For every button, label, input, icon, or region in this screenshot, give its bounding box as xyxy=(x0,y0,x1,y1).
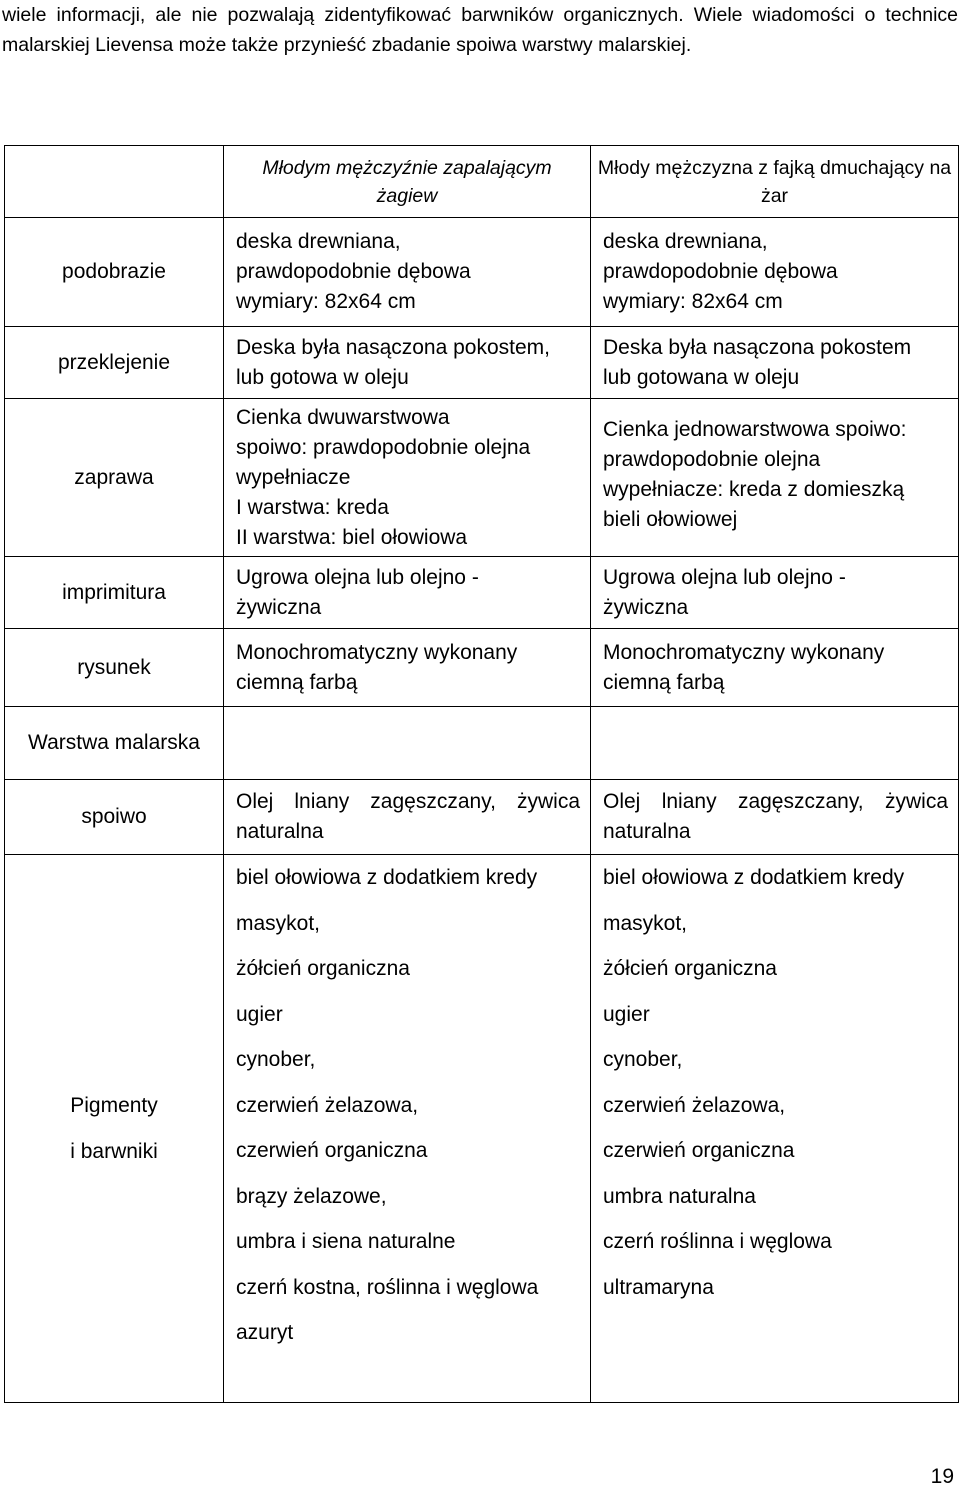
cell-text: Olej lniany zagęszczany, żywica naturalna xyxy=(236,790,580,843)
cell-line: wypełniacze xyxy=(236,465,351,489)
list-item: czerwień organiczna xyxy=(603,1139,795,1162)
list-item: brązy żelazowe, xyxy=(236,1184,387,1208)
cell-painting-1 xyxy=(224,780,591,855)
row-label: podobrazie xyxy=(5,218,224,327)
row-label: zaprawa xyxy=(5,399,224,557)
table-header-row xyxy=(5,146,959,218)
list-item: ultramaryna xyxy=(603,1275,714,1299)
list-item: czerwień żelazowa, xyxy=(603,1093,786,1117)
cell-painting-1 xyxy=(224,855,591,1403)
cell-painting-1-empty xyxy=(224,707,591,780)
cell-line: II warstwa: biel ołowiowa xyxy=(236,525,468,549)
cell-line: Deska była nasączona pokostem xyxy=(603,335,912,359)
list-item: cynober, xyxy=(603,1048,683,1071)
table-row-imprimitura xyxy=(5,557,959,629)
row-label: przeklejenie xyxy=(5,327,224,399)
cell-line: żywiczna xyxy=(236,595,322,619)
list-item: umbra i siena naturalne xyxy=(236,1230,456,1253)
table-row-pigmenty xyxy=(5,855,959,1403)
row-label: rysunek xyxy=(5,629,224,707)
row-label: imprimitura xyxy=(5,557,224,629)
header-painting-1: Młodym mężczyźnie zapalającym żagiew xyxy=(224,146,591,218)
cell-line: prawdopodobnie olejna xyxy=(603,448,821,471)
cell-line: ciemną farbą xyxy=(603,670,725,694)
cell-painting-1 xyxy=(224,557,591,629)
cell-line: spoiwo: prawdopodobnie olejna xyxy=(236,435,531,459)
list-item: żółcień organiczna xyxy=(236,957,410,980)
cell-line: Monochromatyczny wykonany xyxy=(236,640,518,664)
table-row-podobrazie xyxy=(5,218,959,327)
cell-painting-2 xyxy=(591,218,959,327)
list-item: ugier xyxy=(603,1002,650,1026)
row-label: spoiwo xyxy=(5,780,224,855)
cell-painting-2 xyxy=(591,855,959,1403)
table-row-zaprawa xyxy=(5,399,959,557)
cell-line: Deska była nasączona pokostem, xyxy=(236,335,551,359)
list-item: biel ołowiowa z dodatkiem kredy xyxy=(236,866,538,889)
cell-line: Monochromatyczny wykonany xyxy=(603,640,885,664)
intro-text: wiele informacji, ale nie pozwalają zidentyfikować barwników organicznych. Wiele wiadomości o technice malarskiej Lievensa może także przynieść zbadanie spoiwa warstwy malarskiej. xyxy=(2,4,958,56)
list-item: biel ołowiowa z dodatkiem kredy xyxy=(603,866,905,889)
list-item: cynober, xyxy=(236,1048,316,1071)
cell-line: wymiary: 82x64 cm xyxy=(236,290,416,313)
cell-line: lub gotowana w oleju xyxy=(603,365,800,389)
cell-line: I warstwa: kreda xyxy=(236,495,389,519)
list-item: umbra naturalna xyxy=(603,1184,756,1208)
row-label: Warstwa malarska xyxy=(5,707,224,780)
page-number: 19 xyxy=(930,1465,954,1488)
cell-line: prawdopodobnie dębowa xyxy=(603,260,838,283)
table-row-spoiwo xyxy=(5,780,959,855)
cell-line: Ugrowa olejna lub olejno - xyxy=(236,565,479,589)
cell-painting-2 xyxy=(591,629,959,707)
list-item: żółcień organiczna xyxy=(603,957,777,980)
table-row-warstwa-malarska xyxy=(5,707,959,780)
cell-line: żywiczna xyxy=(603,595,689,619)
list-item: czerwień żelazowa, xyxy=(236,1093,419,1117)
header-empty-cell xyxy=(5,146,224,218)
comparison-table xyxy=(4,145,959,1403)
cell-line: deska drewniana, xyxy=(603,230,768,253)
cell-line: Cienka jednowarstwowa spoiwo: xyxy=(603,418,907,441)
list-item: azuryt xyxy=(236,1321,294,1344)
row-label-line: i barwniki xyxy=(70,1139,158,1163)
cell-line: wypełniacze: kreda z domieszką xyxy=(603,478,905,501)
cell-painting-2 xyxy=(591,780,959,855)
list-item: masykot, xyxy=(603,911,688,935)
cell-painting-1 xyxy=(224,399,591,557)
list-item: czerń kostna, roślinna i węglowa xyxy=(236,1275,539,1299)
list-item: ugier xyxy=(236,1002,283,1026)
cell-text: Olej lniany zagęszczany, żywica naturalna xyxy=(603,790,948,843)
cell-line: deska drewniana, xyxy=(236,230,401,253)
cell-line: wymiary: 82x64 cm xyxy=(603,290,783,313)
cell-line: prawdopodobnie dębowa xyxy=(236,260,471,283)
cell-painting-2 xyxy=(591,327,959,399)
cell-painting-2 xyxy=(591,399,959,557)
cell-line: lub gotowa w oleju xyxy=(236,365,409,389)
table-row-rysunek xyxy=(5,629,959,707)
intro-paragraph xyxy=(2,0,958,60)
cell-painting-2-empty xyxy=(591,707,959,780)
row-label xyxy=(5,855,224,1403)
cell-painting-2 xyxy=(591,557,959,629)
cell-painting-1 xyxy=(224,218,591,327)
list-item: czerń roślinna i węglowa xyxy=(603,1230,832,1253)
cell-painting-1 xyxy=(224,629,591,707)
list-item: masykot, xyxy=(236,911,321,935)
table-row-przeklejenie xyxy=(5,327,959,399)
list-item: czerwień organiczna xyxy=(236,1139,428,1162)
cell-line: bieli ołowiowej xyxy=(603,508,738,531)
row-label-line: Pigmenty xyxy=(70,1093,158,1117)
cell-line: ciemną farbą xyxy=(236,670,358,694)
header-painting-2: Młody mężczyzna z fajką dmuchający na żar xyxy=(591,146,959,218)
cell-line: Cienka dwuwarstwowa xyxy=(236,405,450,429)
cell-painting-1 xyxy=(224,327,591,399)
cell-line: Ugrowa olejna lub olejno - xyxy=(603,565,846,589)
